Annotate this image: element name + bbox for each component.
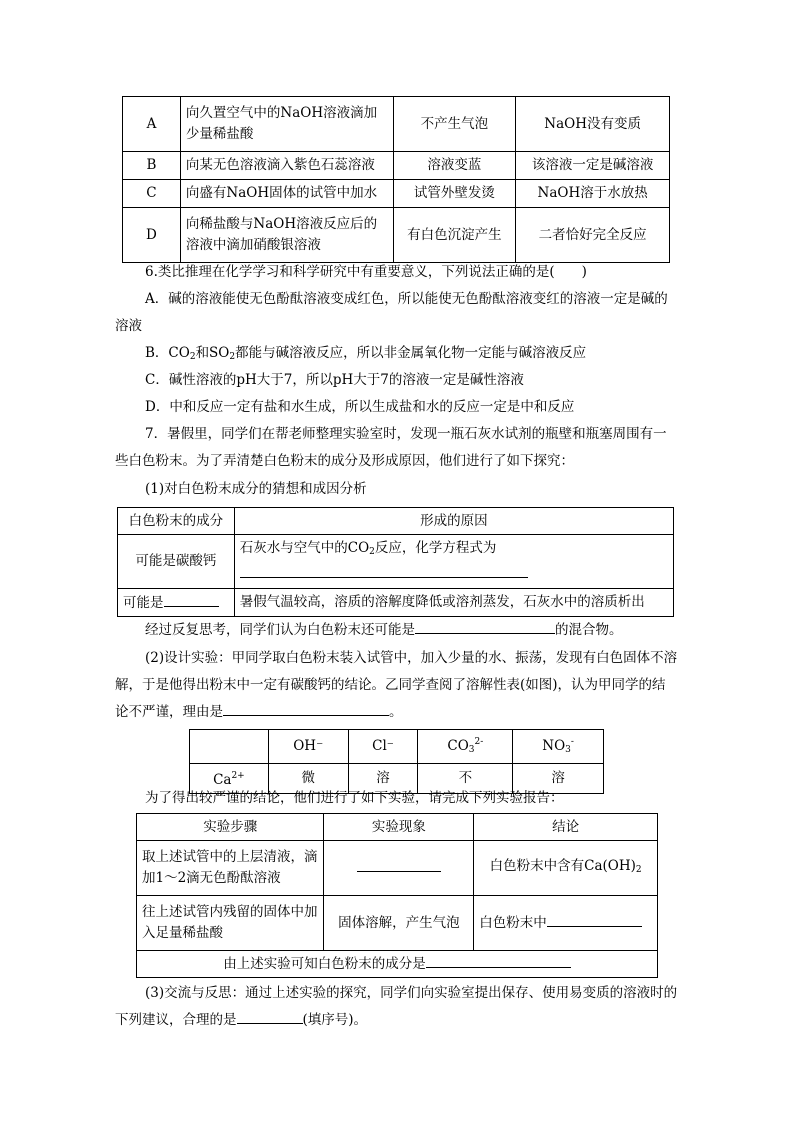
table-row bbox=[123, 208, 670, 263]
q7-part1: (1)对白色粉末成分的猜想和成因分析 bbox=[145, 481, 367, 497]
table-row bbox=[137, 841, 658, 896]
footer-cell: 由上述实验可知白色粉末的成分是 bbox=[137, 951, 658, 978]
hypothesis-cell: 可能是碳酸钙 bbox=[118, 535, 235, 589]
q7-part2: (2)设计实验：甲同学取白色粉末装入试管中，加入少量的水、振荡，发现有白色固体不溶解，于是他得出粉末中一定有碳酸钙的结论。乙同学查阅了溶解性表(如图)，认为甲同学的结论不严谨，理由是 。 bbox=[115, 650, 678, 720]
table-row bbox=[137, 814, 658, 841]
option-label: D bbox=[123, 208, 181, 263]
table-row bbox=[137, 896, 658, 951]
header-cell: 实验现象 bbox=[324, 814, 474, 841]
answer-blank[interactable] bbox=[240, 563, 528, 578]
phenomenon-cell: 有白色沉淀产生 bbox=[393, 208, 516, 263]
step-cell: 往上述试管内残留的固体中加入足量稀盐酸 bbox=[137, 896, 324, 951]
anion-header: $CO_3^{2-}$ bbox=[418, 730, 513, 764]
step-cell: 取上述试管中的上层清液，滴加1～2滴无色酚酞溶液 bbox=[137, 841, 324, 896]
q6-option-d: D．中和反应一定有盐和水生成，所以生成盐和水的反应一定是中和反应 bbox=[145, 399, 575, 415]
option-label: A bbox=[123, 97, 181, 152]
empty-cell bbox=[190, 730, 269, 764]
answer-blank[interactable] bbox=[223, 701, 389, 716]
conclusion-cell: 白色粉末中 bbox=[474, 896, 658, 951]
table-row bbox=[118, 508, 674, 535]
cation-header: $Ca^{2+}$ bbox=[190, 764, 269, 794]
experiment-report-table bbox=[136, 813, 658, 978]
anion-header: $NO_3^-$ bbox=[513, 730, 604, 764]
operation-cell: 向某无色溶液滴入紫色石蕊溶液 bbox=[180, 152, 393, 180]
table-row bbox=[118, 535, 674, 589]
phenomenon-cell: 不产生气泡 bbox=[393, 97, 516, 152]
phenomenon-cell: 固体溶解，产生气泡 bbox=[324, 896, 474, 951]
operation-cell: 向盛有NaOH固体的试管中加水 bbox=[180, 180, 393, 208]
q6-option-b: B．$CO_2$和$SO_2$都能与碱溶液反应，所以非金属氧化物一定能与碱溶液反应 bbox=[145, 345, 587, 362]
option-label: C bbox=[123, 180, 181, 208]
reason-cell: 石灰水与空气中的$CO_2$反应，化学方程式为 bbox=[234, 535, 673, 589]
q6-option-c: C．碱性溶液的pH大于7，所以pH大于7的溶液一定是碱性溶液 bbox=[145, 372, 524, 388]
solubility-cell: 不 bbox=[418, 764, 513, 794]
table-row bbox=[123, 180, 670, 208]
report-intro: 为了得出较严谨的结论，他们进行了如下实验，请完成下列实验报告： bbox=[145, 790, 564, 806]
conclusion-cell: NaOH没有变质 bbox=[516, 97, 670, 152]
table-row bbox=[137, 951, 658, 978]
header-cell: 形成的原因 bbox=[234, 508, 673, 535]
phenomenon-cell: 溶液变蓝 bbox=[393, 152, 516, 180]
conclusion-cell: 二者恰好完全反应 bbox=[516, 208, 670, 263]
anion-header: OH⁻ bbox=[268, 730, 348, 764]
header-cell: 结论 bbox=[474, 814, 658, 841]
table-row bbox=[118, 589, 674, 617]
operation-cell: 向稀盐酸与NaOH溶液反应后的溶液中滴加硝酸银溶液 bbox=[180, 208, 393, 263]
header-cell: 白色粉末的成分 bbox=[118, 508, 235, 535]
answer-blank[interactable] bbox=[237, 1009, 303, 1024]
solubility-cell: 溶 bbox=[513, 764, 604, 794]
answer-blank[interactable] bbox=[415, 619, 555, 634]
phenomenon-cell: 试管外壁发烫 bbox=[393, 180, 516, 208]
q7-stem: 7．暑假里，同学们在帮老师整理实验室时，发现一瓶石灰水试剂的瓶壁和瓶塞周围有一些白色粉末。为了弄清楚白色粉末的成分及形成原因，他们进行了如下探究： bbox=[115, 426, 667, 469]
anion-header: Cl⁻ bbox=[348, 730, 418, 764]
reason-cell: 暑假气温较高，溶质的溶解度降低或溶剂蒸发，石灰水中的溶质析出 bbox=[234, 589, 673, 617]
answer-blank[interactable] bbox=[164, 592, 219, 607]
answer-blank[interactable] bbox=[357, 857, 441, 872]
table-row bbox=[190, 730, 604, 764]
conclusion-cell: NaOH溶于水放热 bbox=[516, 180, 670, 208]
table-row bbox=[123, 152, 670, 180]
option-label: B bbox=[123, 152, 181, 180]
q6-option-a: A．碱的溶液能使无色酚酞溶液变成红色，所以能使无色酚酞溶液变红的溶液一定是碱的溶液 bbox=[115, 291, 668, 334]
options-table bbox=[122, 96, 670, 263]
operation-cell: 向久置空气中的NaOH溶液滴加少量稀盐酸 bbox=[180, 97, 393, 152]
header-cell: 实验步骤 bbox=[137, 814, 324, 841]
answer-blank[interactable] bbox=[547, 912, 642, 927]
answer-blank[interactable] bbox=[426, 953, 571, 968]
table-row bbox=[123, 97, 670, 152]
conclusion-cell: 该溶液一定是碱溶液 bbox=[516, 152, 670, 180]
hypothesis-cell: 可能是 bbox=[118, 589, 235, 617]
q7-part3: (3)交流与反思：通过上述实验的探究，同学们向实验室提出保存、使用易变质的溶液时的下列建议，合理的是 (填序号)。 bbox=[115, 985, 678, 1028]
conclusion-cell: 白色粉末中含有$Ca(OH)_2$ bbox=[474, 841, 658, 896]
phenomenon-cell bbox=[324, 841, 474, 896]
solubility-cell: 溶 bbox=[348, 764, 418, 794]
solubility-cell: 微 bbox=[268, 764, 348, 794]
q6-stem: 6.类比推理在化学学习和科学研究中有重要意义，下列说法正确的是( ) bbox=[145, 264, 587, 280]
q7-mixture-line: 经过反复思考，同学们认为白色粉末还可能是 的混合物。 bbox=[115, 617, 679, 644]
hypothesis-table bbox=[117, 507, 674, 617]
